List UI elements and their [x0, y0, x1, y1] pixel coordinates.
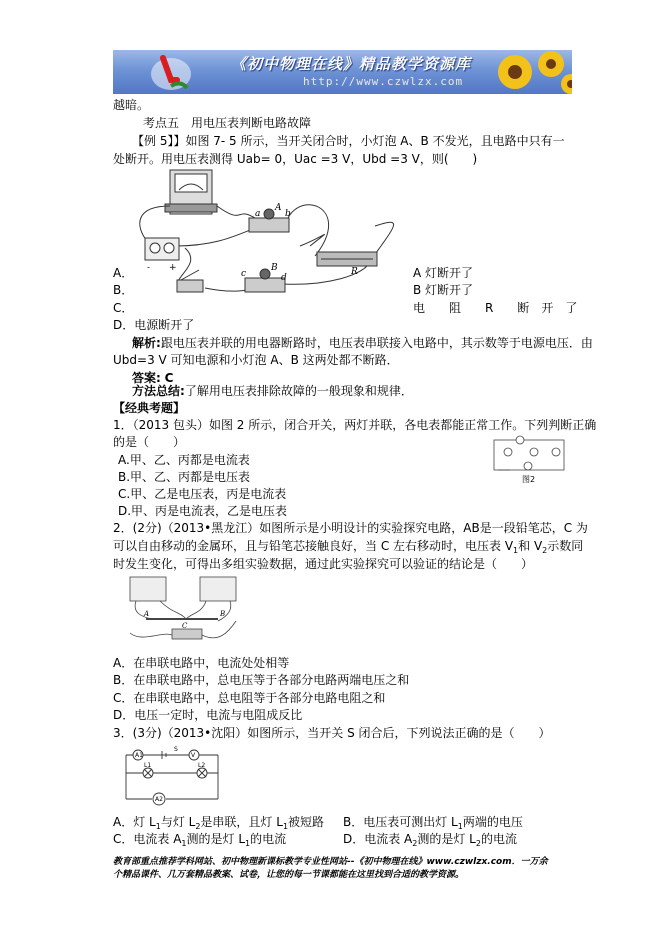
- subscript: 1: [457, 822, 463, 831]
- label-L2: L2: [198, 762, 206, 769]
- example-question: 【例 5】】如图 7- 5 所示，当开关闭合时，小灯泡 A、B 不发光，且电路中只有一: [132, 134, 565, 148]
- option-label: B．: [113, 283, 134, 297]
- subscript: 2: [475, 839, 481, 848]
- option: C．在串联电路中，总电阻等于各部分电路电阻之和: [113, 691, 386, 705]
- method-label: 方法总结:: [132, 384, 185, 398]
- option-text: 测的是灯 L: [186, 832, 246, 846]
- subscript: 1: [155, 822, 161, 831]
- analysis: [132, 335, 593, 351]
- option: D．电压一定时，电流与电阻成反比: [113, 708, 303, 722]
- question-1: 1．（2013 包头）如图 2 所示，闭合开关，两灯并联，各电表都能正常工作。下列判断正确: [113, 418, 597, 432]
- option: B．在串联电路中，总电压等于各部分电路两端电压之和: [113, 673, 410, 687]
- sunflower-icon: [485, 50, 572, 94]
- option-text: B 灯断开了: [413, 283, 474, 297]
- question-2: 时发生变化，可得出多组实验数据，通过此实验探究可以验证的结论是（ ）: [113, 557, 534, 571]
- text-line: 越暗。: [113, 98, 150, 112]
- label-S: S: [174, 746, 178, 753]
- analysis-label: 解析:: [132, 336, 161, 350]
- option-text: C．电流表 A: [113, 832, 182, 846]
- method-summary: [132, 383, 413, 399]
- option-text: 被短路: [288, 815, 325, 829]
- label-A: A: [275, 203, 282, 213]
- analysis-text: Ubd=3 V 可知电源和小灯泡 A、B 这两处都不断路．: [113, 353, 399, 367]
- subscript: 1: [282, 822, 289, 831]
- option: [343, 831, 517, 852]
- footer-line: 个精品课件、几万套精品教案、试卷，让您的每一节课都能在这里找到合适的教学资源。: [113, 870, 465, 880]
- circuit-figure-q2: [122, 573, 242, 651]
- section-heading: 考点五 用电压表判断电路故障: [143, 116, 312, 130]
- option-text: 是串联，且灯 L: [200, 815, 283, 829]
- question-1: 的是（ ）: [113, 435, 186, 449]
- analysis-text: 跟电压表并联的用电器断路时，电压表串联接入电路中，其示数等于电源电压．由: [160, 336, 593, 350]
- banner-title: 《初中物理在线》精品教学资源库: [231, 55, 472, 73]
- option-text: D．电流表 A: [343, 832, 413, 846]
- option-text: B．电压表可测出灯 L: [343, 815, 458, 829]
- label-V: V: [191, 752, 196, 759]
- label-B: B: [220, 610, 226, 618]
- question-2: 2．(2分)（2013•黑龙江）如图所示是小明设计的实验探究电路，AB是一段铅笔芯，C 为: [113, 521, 588, 535]
- option: A.甲、乙、丙都是电流表: [118, 453, 250, 467]
- option: A．在串联电路中，电流处处相等: [113, 656, 290, 670]
- section-title: 【经典考题】: [113, 401, 186, 415]
- label-A: A: [144, 610, 150, 618]
- label-R: R: [351, 267, 358, 277]
- option: D.甲、丙是电流表，乙是电压表: [118, 504, 288, 518]
- figure-2-caption: 图2: [522, 475, 536, 484]
- option-label: A．: [113, 266, 134, 280]
- method-text: 了解用电压表排除故障的一般现象和规律．: [184, 384, 413, 398]
- label-A2: A2: [155, 796, 163, 803]
- option: B.甲、乙、丙都是电压表: [118, 470, 251, 484]
- label-c: c: [241, 269, 247, 279]
- example-question: 处断开。用电压表测得 Uab= 0，Uac =3 V，Ubd =3 V，则( ): [113, 152, 478, 166]
- subscript: 2: [412, 839, 418, 848]
- circuit-figure-2: [490, 432, 570, 484]
- option-text: A 灯断开了: [413, 266, 474, 280]
- option: [113, 831, 286, 852]
- answer-value: C: [164, 371, 174, 385]
- option-text: 电 阻 R 断 开 了: [413, 301, 578, 315]
- subscript: 1: [181, 839, 187, 848]
- label-plus: +: [169, 263, 177, 273]
- label-b: b: [285, 209, 291, 219]
- footer-line: 教育部重点推荐学科网站、初中物理新课标教学专业性网站--《初中物理在线》www.czwlzx.com．一万余: [113, 857, 548, 867]
- option-text: 的电流: [250, 832, 287, 846]
- logo-icon: [141, 50, 201, 94]
- label-minus: -: [147, 263, 151, 273]
- option-text: 与灯 L: [160, 815, 196, 829]
- subscript: 1: [513, 546, 519, 555]
- option: C.甲、乙是电压表，丙是电流表: [118, 487, 287, 501]
- label-a: a: [255, 209, 261, 219]
- subscript: 1: [245, 839, 251, 848]
- label-C: C: [182, 622, 188, 630]
- option-text: 的电流: [480, 832, 517, 846]
- option-text: 两端的电压: [462, 815, 523, 829]
- subscript: 2: [542, 546, 548, 555]
- question-3: 3．(3分)（2013•沈阳）如图所示，当开关 S 闭合后，下列说法正确的是（ ）: [113, 726, 551, 740]
- question-2-text: 可以自由移动的金属环，且与铅笔芯接触良好，当 C 左右移动时，电压表 V: [113, 539, 514, 553]
- circuit-figure-ex5: [125, 166, 425, 301]
- question-2-text: 示数同: [547, 539, 584, 553]
- label-A1: A1: [135, 752, 143, 759]
- subscript: 2: [195, 822, 201, 831]
- label-d: d: [281, 273, 287, 283]
- option-text: 测的是灯 L: [417, 832, 476, 846]
- option-label: C．: [113, 301, 134, 315]
- header-banner: [113, 50, 572, 94]
- option-text: A．灯 L: [113, 815, 156, 829]
- question-2-text: 和 V: [518, 539, 543, 553]
- label-L1: L1: [144, 762, 152, 769]
- label-B: B: [271, 263, 278, 273]
- option: D．电源断开了: [113, 318, 195, 332]
- circuit-figure-q3: [118, 743, 228, 811]
- banner-url: http://www.czwlzx.com: [303, 75, 464, 88]
- answer-label: 答案:: [132, 371, 161, 385]
